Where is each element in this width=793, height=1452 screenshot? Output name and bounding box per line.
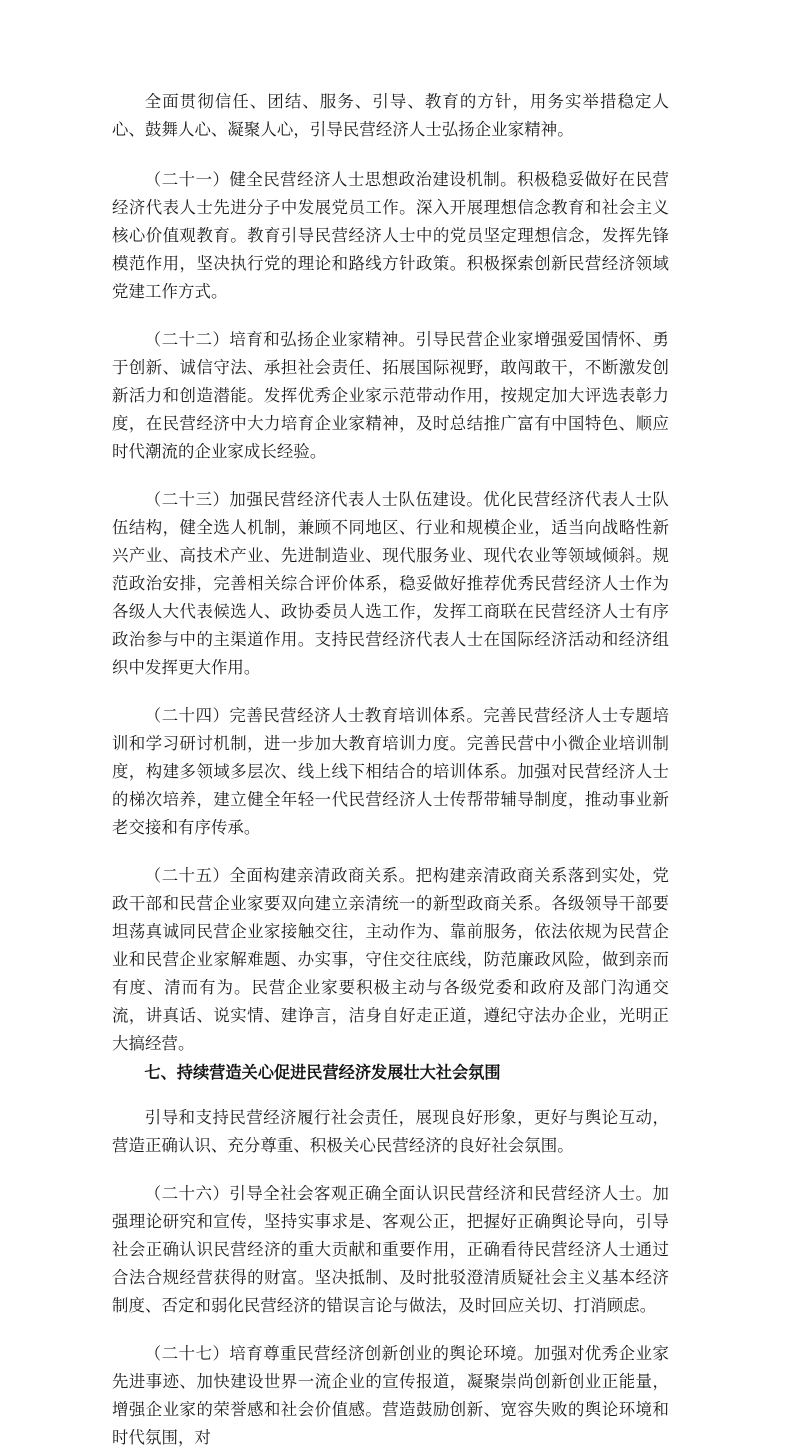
paragraph-21: （二十一）健全民营经济人士思想政治建设机制。积极稳妥做好在民营经济代表人士先进分子中发展党员工作。深入开展理想信念教育和社会主义核心价值观教育。教育引导民营经济人士中的党员坚定理想信念，发挥先锋模范作用，坚决执行党的理论和路线方针政策。积极探索创新民营经济领域党建工作方式。 [112,170,669,301]
section-7-intro: 引导和支持民营经济履行社会责任，展现良好形象，更好与舆论互动，营造正确认识、充分尊重、积极关心民营经济的良好社会氛围。 [112,1108,669,1155]
paragraph-25: （二十五）全面构建亲清政商关系。把构建亲清政商关系落到实处，党政干部和民营企业家要双向建立亲清统一的新型政商关系。各级领导干部要坦荡真诚同民营企业家接触交往，主动作为、靠前服务，依法依规为民营企业和民营企业家解难题、办实事，守住交往底线，防范廉政风险，做到亲而有度、清而有为。民营企业家要积极主动与各级党委和政府及部门沟通交流，讲真话、说实情、建诤言，洁身自好走正道，遵纪守法办企业，光明正大搞经营。 [112,866,669,1053]
section-7-heading: 七、持续营造关心促进民营经济发展壮大社会氛围 [144,1063,501,1082]
paragraph-24: （二十四）完善民营经济人士教育培训体系。完善民营经济人士专题培训和学习研讨机制，进一步加大教育培训力度。完善民营中小微企业培训制度，构建多领域多层次、线上线下相结合的培训体系。加强对民营经济人士的梯次培养，建立健全年轻一代民营经济人士传帮带辅导制度，推动事业新老交接和有序传承。 [112,706,669,837]
paragraph-26: （二十六）引导全社会客观正确全面认识民营经济和民营经济人士。加强理论研究和宣传，坚持实事求是、客观公正，把握好正确舆论导向，引导社会正确认识民营经济的重大贡献和重要作用，正确看待民营经济人士通过合法合规经营获得的财富。坚决抵制、及时批驳澄清质疑社会主义基本经济制度、否定和弱化民营经济的错误言论与做法，及时回应关切、打消顾虑。 [112,1184,669,1315]
paragraph-27: （二十七）培育尊重民营经济创新创业的舆论环境。加强对优秀企业家先进事迹、加快建设世界一流企业的宣传报道，凝聚崇尚创新创业正能量，增强企业家的荣誉感和社会价值感。营造鼓励创新、宽容失败的舆论环境和时代氛围，对 [112,1344,669,1447]
paragraph-22: （二十二）培育和弘扬企业家精神。引导民营企业家增强爱国情怀、勇于创新、诚信守法、承担社会责任、拓展国际视野，敢闯敢干，不断激发创新活力和创造潜能。发挥优秀企业家示范带动作用，按规定加大评选表彰力度，在民营经济中大力培育企业家精神，及时总结推广富有中国特色、顺应时代潮流的企业家成长经验。 [112,330,669,461]
paragraph-23: （二十三）加强民营经济代表人士队伍建设。优化民营经济代表人士队伍结构，健全选人机制，兼顾不同地区、行业和规模企业，适当向战略性新兴产业、高技术产业、先进制造业、现代服务业、现代农业等领域倾斜。规范政治安排，完善相关综合评价体系，稳妥做好推荐优秀民营经济人士作为各级人大代表候选人、政协委员人选工作，发挥工商联在民营经济人士有序政治参与中的主渠道作用。支持民营经济代表人士在国际经济活动和经济组织中发挥更大作用。 [112,490,669,677]
intro-paragraph: 全面贯彻信任、团结、服务、引导、教育的方针，用务实举措稳定人心、鼓舞人心、凝聚人心，引导民营经济人士弘扬企业家精神。 [112,92,669,139]
